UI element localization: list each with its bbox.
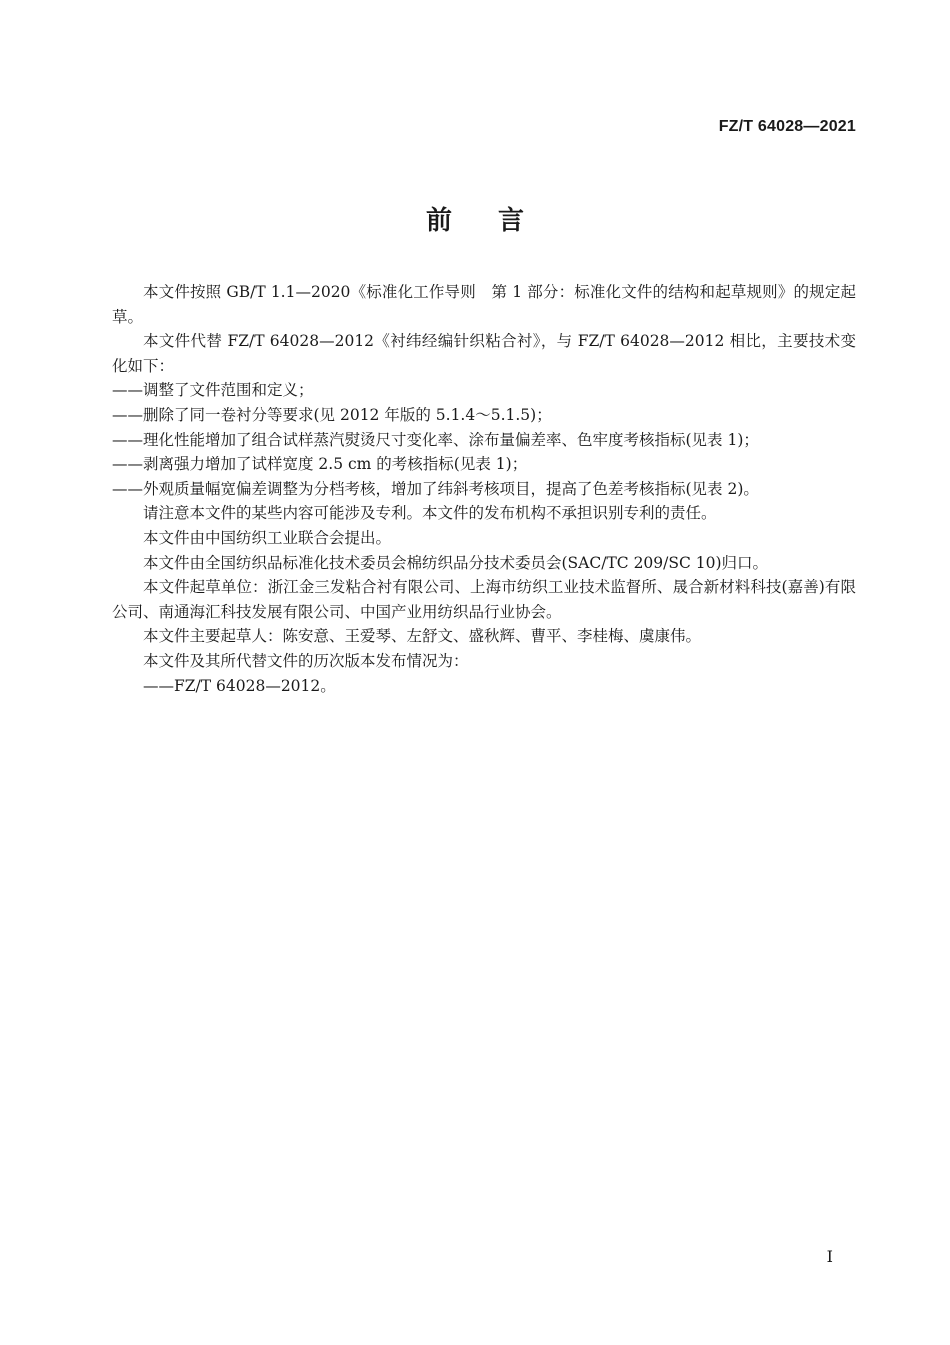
paragraph-history-intro: 本文件及其所代替文件的历次版本发布情况为：: [143, 651, 469, 670]
paragraph-proposer: 本文件由中国纺织工业联合会提出。: [143, 528, 392, 547]
change-item: ——剥离强力增加了试样宽度 2.5 cm 的考核指标(见表 1)；: [112, 455, 528, 474]
paragraph-committee: 本文件由全国纺织品标准化技术委员会棉纺织品分技术委员会(SAC/TC 209/SC 10)归口。: [143, 553, 769, 572]
paragraph-drafting-rules: 本文件按照 GB/T 1.1—2020《标准化工作导则 第 1 部分：标准化文件的结构和起草规则》的规定起草。: [112, 283, 856, 326]
paragraph-drafters: 本文件主要起草人：陈安意、王爱琴、左舒文、盛秋辉、曹平、李桂梅、虞康伟。: [143, 627, 702, 646]
change-item: ——删除了同一卷衬分等要求(见 2012 年版的 5.1.4～5.1.5)；: [112, 405, 552, 424]
standard-code: FZ/T 64028—2021: [718, 118, 856, 135]
paragraph-replacement: 本文件代替 FZ/T 64028—2012《衬纬经编针织粘合衬》，与 FZ/T 64028—2012 相比，主要技术变化如下：: [112, 332, 856, 375]
paragraph-drafting-units: 本文件起草单位：浙江金三发粘合衬有限公司、上海市纺织工业技术监督所、晟合新材料科技(嘉善)有限公司、南通海汇科技发展有限公司、中国产业用纺织品行业协会。: [112, 578, 856, 621]
change-item: ——理化性能增加了组合试样蒸汽熨烫尺寸变化率、涂布量偏差率、色牢度考核指标(见表 1)；: [112, 430, 759, 449]
page-title: 前言: [425, 206, 570, 236]
foreword-body: [112, 280, 856, 698]
paragraph-patent-notice: 请注意本文件的某些内容可能涉及专利。本文件的发布机构不承担识别专利的责任。: [143, 504, 717, 523]
page-number: I: [826, 1247, 833, 1266]
change-item: ——调整了文件范围和定义；: [112, 381, 314, 400]
change-item: ——外观质量幅宽偏差调整为分档考核，增加了纬斜考核项目，提高了色差考核指标(见表 2)。: [112, 479, 759, 498]
history-item: ——FZ/T 64028—2012。: [143, 676, 336, 695]
